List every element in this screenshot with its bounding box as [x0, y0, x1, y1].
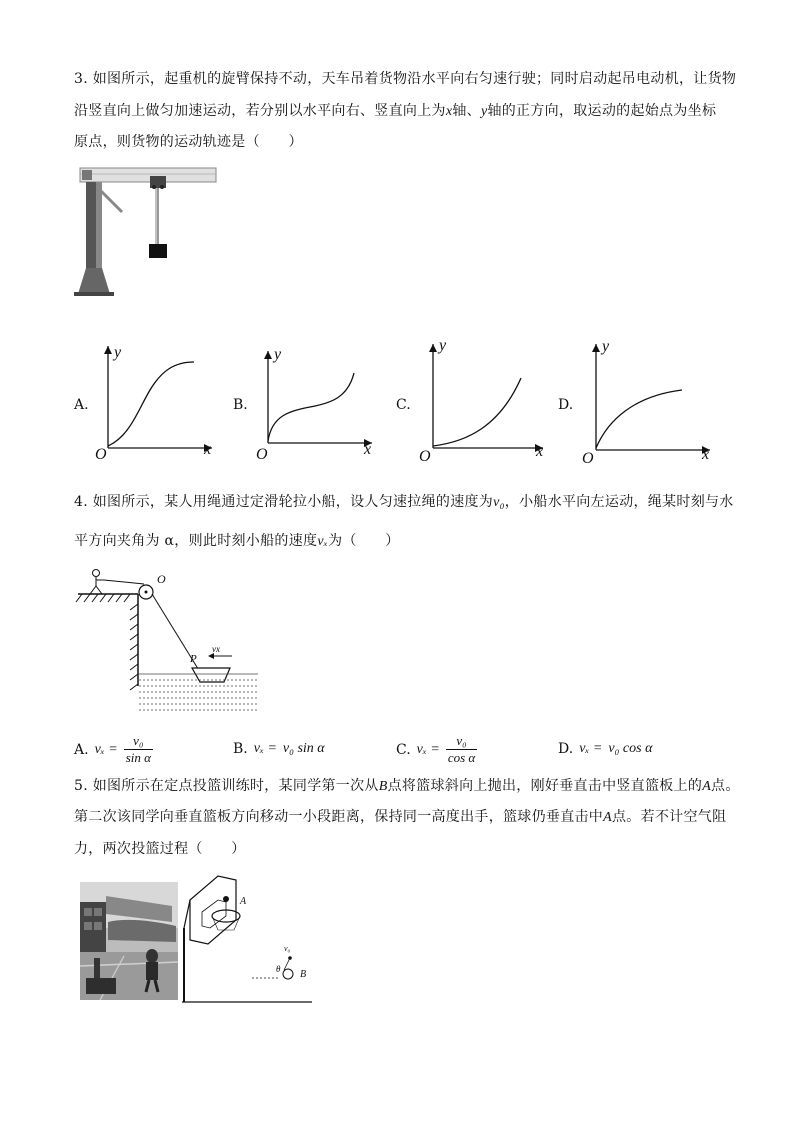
q5-line1: 5. 如图所示在定点投篮训练时，某同学第一次从B点将篮球斜向上抛出，刚好垂直击中竖直篮板上的A点。: [74, 778, 740, 794]
q3-c-origin: O: [419, 448, 431, 465]
q3-a-axis-y: y: [114, 344, 122, 361]
q4-line1: 4. 如图所示，某人用绳通过定滑轮拉小船，设人匀速拉绳的速度为v₀，小船水平向左运动，绳某时刻与水: [74, 494, 734, 510]
q3-option-c-graph: [415, 338, 545, 463]
point-a-label: A: [240, 896, 247, 907]
q5-line3: 力，两次投篮过程（ ）: [74, 841, 246, 857]
q3-a-origin: O: [95, 446, 107, 463]
q3-option-a-label: A.: [74, 397, 89, 413]
q3-c-axis-y: y: [439, 337, 447, 354]
q3-b-axis-x: x: [364, 441, 372, 458]
q4-option-c: C. vₓ = $\frac{\text{v₀}}{\text{cos α}}$: [396, 733, 476, 765]
q3-option-b-label: B.: [233, 397, 248, 413]
q3-option-c-label: C.: [396, 397, 411, 413]
q3-option-b-graph: [250, 345, 375, 465]
basketball-photo: [80, 882, 178, 1000]
q3-b-axis-y: y: [274, 346, 282, 363]
q3-b-origin: O: [256, 446, 268, 463]
q3-d-axis-y: y: [602, 338, 610, 355]
q3-option-d-graph: [578, 338, 713, 463]
q3-option-a-graph: [90, 340, 215, 465]
pulley-boat-figure: [74, 564, 274, 716]
q3-d-origin: O: [582, 450, 594, 467]
q4-line2: 平方向夹角为 α，则此时刻小船的速度vₓ为（ ）: [74, 533, 400, 549]
boat-label: P: [190, 653, 197, 665]
q3-d-axis-x: x: [702, 446, 710, 463]
crane-figure: [72, 160, 220, 298]
angle-theta-label: θ: [276, 964, 281, 974]
velocity-label: vx: [212, 644, 220, 654]
q3-option-d-label: D.: [558, 397, 574, 413]
q3-line1: 3. 如图所示，起重机的旋臂保持不动，天车吊着货物沿水平向右匀速行驶；同时启动起吊电动机，让货物: [74, 71, 737, 87]
q3-line2: 沿竖直向上做匀加速运动，若分别以水平向右、竖直向上为x轴、y轴的正方向，取运动的起始点为坐标: [74, 103, 717, 119]
q3-c-axis-x: x: [536, 443, 544, 460]
velocity-v0-label: v₀: [284, 944, 291, 953]
q4-option-b: B. vₓ = v₀ sin α: [233, 741, 325, 757]
q4-option-d: D. vₓ = v₀ cos α: [558, 741, 653, 757]
basketball-diagram: [180, 872, 320, 1008]
pulley-label: O: [157, 572, 166, 586]
point-b-label: B: [300, 969, 307, 980]
q4-option-a: A. vₓ = $\frac{\text{v₀}}{\text{sin α}}$: [74, 733, 151, 765]
q5-line2: 第二次该同学向垂直篮板方向移动一小段距离，保持同一高度出手，篮球仍垂直击中A点。若不计空气阻: [74, 809, 727, 825]
q3-a-axis-x: x: [204, 441, 212, 458]
q3-line3: 原点，则货物的运动轨迹是（ ）: [74, 134, 303, 150]
